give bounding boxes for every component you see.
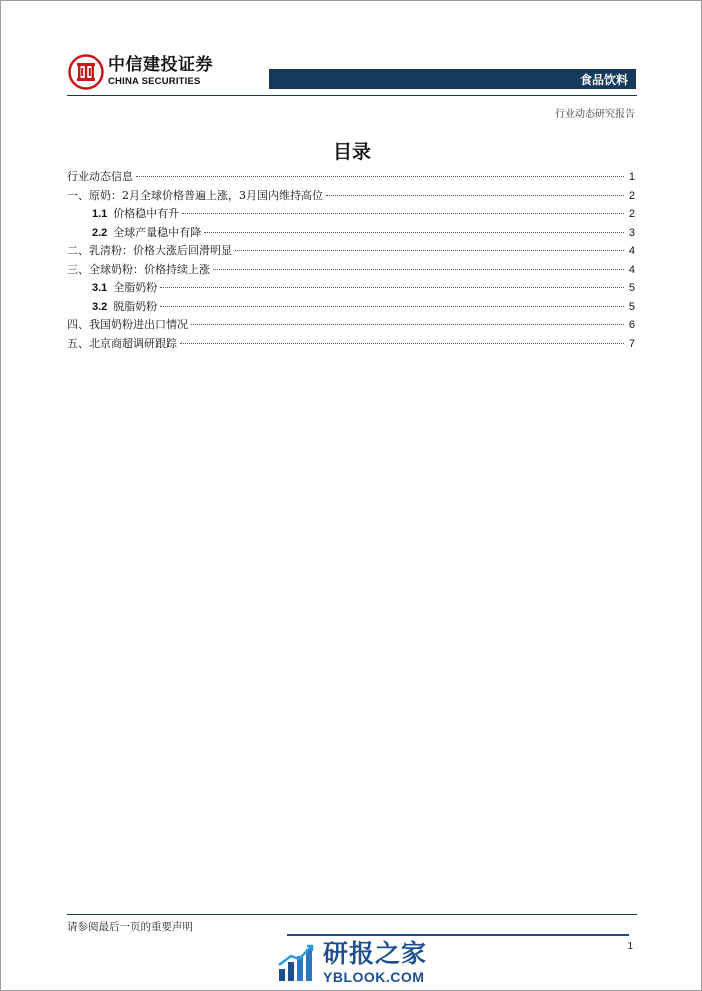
toc-leader: [213, 269, 624, 270]
toc-entry-page: 2: [628, 208, 635, 220]
toc-subentry[interactable]: [67, 279, 635, 298]
watermark-logo: [277, 941, 427, 984]
toc-leader: [204, 232, 624, 233]
toc-entry[interactable]: [67, 187, 635, 206]
toc-subentry[interactable]: [67, 205, 635, 224]
toc-entry-text: 一、原奶：2月全球价格普遍上涨，3月国内维持高位: [67, 188, 323, 202]
toc-entry[interactable]: [67, 242, 635, 261]
toc-subentry[interactable]: [67, 298, 635, 317]
header-bar: [269, 69, 636, 89]
toc-entry-number: 2.2: [92, 226, 108, 239]
toc-entry-number: 3.1: [92, 282, 108, 294]
toc-leader: [326, 195, 624, 196]
watermark-chinese: 研报之家: [323, 939, 428, 968]
bar-chart-icon: [277, 943, 315, 983]
toc-entry-text: 二、乳清粉：价格大涨后回滑明显: [67, 244, 232, 257]
toc-entry-page: 6: [628, 319, 635, 331]
toc-entry-page: 3: [628, 226, 635, 239]
toc-entry-text: 四、我国奶粉进出口情况: [67, 318, 188, 331]
toc-entry-text: 五、北京商超调研跟踪: [67, 336, 177, 350]
company-logo: [68, 54, 213, 90]
table-of-contents: [67, 168, 635, 353]
toc-title: 目录: [332, 141, 371, 163]
toc-leader: [191, 324, 624, 325]
sector-label: 食品饮料: [579, 73, 628, 87]
toc-entry-page: 2: [628, 189, 635, 202]
toc-entry-text: 价格稳中有升: [113, 207, 180, 220]
toc-entry-number: 3.2: [92, 300, 108, 313]
toc-leader: [235, 250, 624, 251]
toc-entry[interactable]: [67, 261, 635, 280]
toc-entry-page: 7: [628, 337, 635, 350]
toc-entry-page: 1: [628, 171, 635, 183]
toc-entry-page: 4: [628, 245, 635, 257]
toc-entry-text: 三、全球奶粉：价格持续上涨: [67, 262, 210, 276]
toc-entry[interactable]: [67, 316, 635, 335]
toc-entry-number: 1.1: [92, 208, 108, 220]
toc-entry[interactable]: [67, 335, 635, 354]
header-divider: [67, 95, 637, 96]
page-number: 1: [627, 941, 633, 952]
watermark-english: YBLOOK.COM: [323, 969, 425, 985]
toc-leader: [182, 213, 624, 214]
toc-entry-text: 脱脂奶粉: [113, 299, 158, 313]
toc-entry-page: 5: [628, 300, 635, 313]
report-type: 行业动态研究报告: [555, 109, 635, 120]
toc-entry-text: 全脂奶粉: [113, 281, 158, 294]
toc-entry-text: 全球产量稳中有降: [113, 225, 202, 239]
toc-entry-page: 5: [628, 282, 635, 294]
toc-leader: [160, 287, 624, 288]
footer-disclaimer: 请参阅最后一页的重要声明: [67, 921, 193, 933]
toc-entry-page: 4: [628, 263, 635, 276]
toc-leader: [160, 306, 624, 307]
toc-entry-text: 行业动态信息: [67, 170, 133, 183]
toc-leader: [180, 343, 624, 344]
china-securities-logo-icon: [68, 54, 104, 90]
logo-chinese-name: 中信建投证券: [108, 55, 213, 76]
toc-entry[interactable]: [67, 168, 635, 187]
toc-leader: [136, 176, 624, 177]
logo-english-name: CHINA SECURITIES: [108, 76, 201, 88]
footer-divider: [67, 914, 637, 915]
toc-subentry[interactable]: [67, 224, 635, 243]
watermark-bar: [287, 934, 629, 936]
